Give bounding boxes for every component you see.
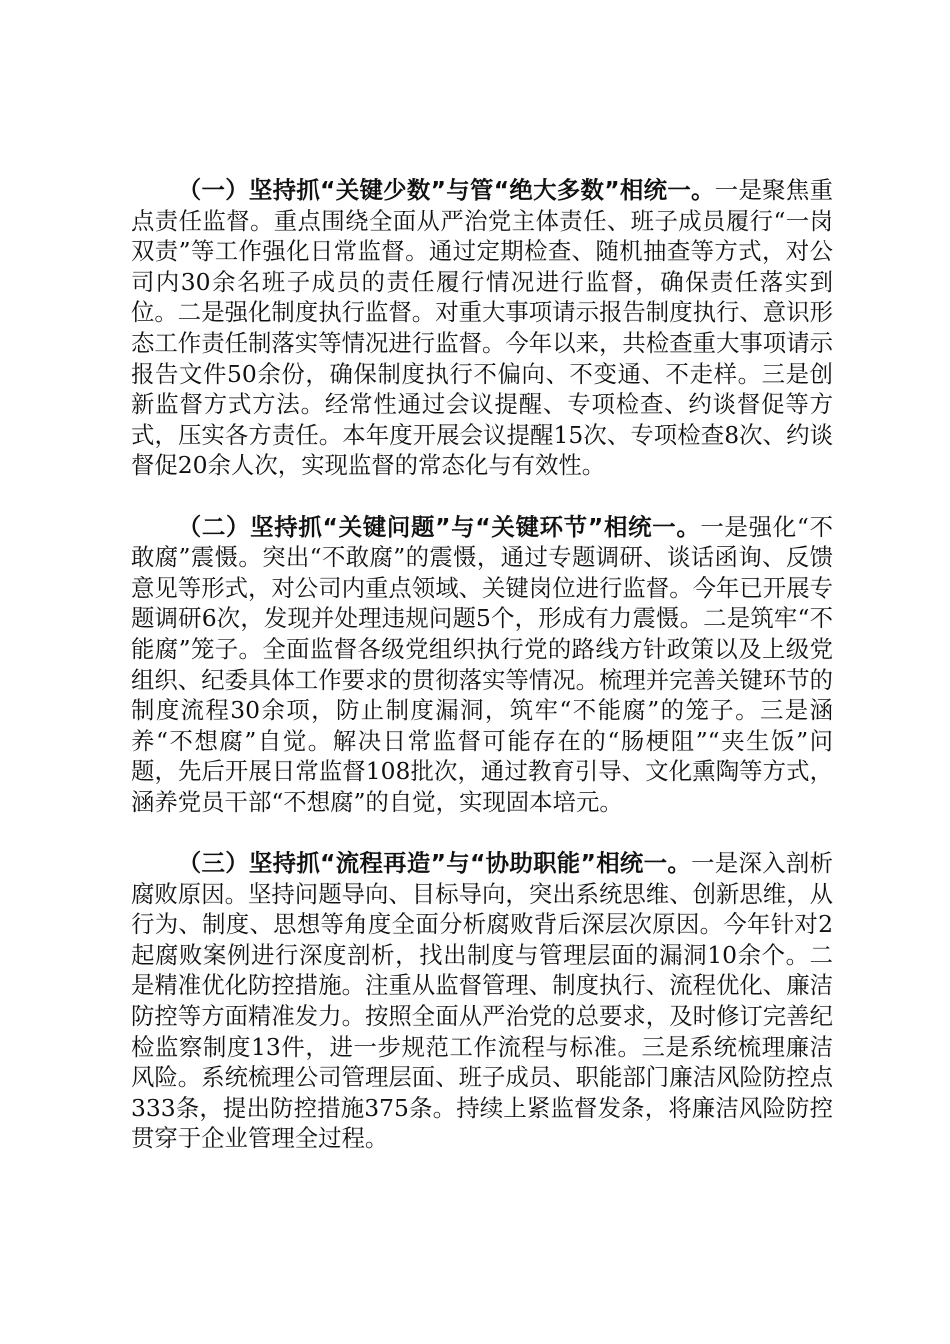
- paragraph-body-3: 一是深入剖析腐败原因。坚持问题导向、目标导向，突出系统思维、创新思维，从行为、制度、思想等角度全面分析腐败背后深层次原因。今年针对2起腐败案例进行深度剖析，找出制度与管理层面的漏洞10余个。二是精准优化防控措施。注重从监督管理、制度执行、流程优化、廉洁防控等方面精准发力。按照全面从严治党的总要求，及时修订完善纪检监察制度13件，进一步规范工作流程与标准。三是系统梳理廉洁风险。系统梳理公司管理层面、班子成员、职能部门廉洁风险防控点333条，提出防控措施375条。持续上紧监督发条，将廉洁风险防控贯穿于企业管理全过程。: [131, 849, 834, 1153]
- paragraph-3: [131, 848, 833, 1154]
- section-heading-2: （二）坚持抓“关键问题”与“关键环节”相统一。: [177, 512, 701, 541]
- paragraph-body-2: 一是强化“不敢腐”震慑。突出“不敢腐”的震慑，通过专题调研、谈话函询、反馈意见等形式，对公司内重点领域、关键岗位进行监督。今年已开展专题调研6次，发现并处理违规问题5个，形成有力震慑。二是筑牢“不能腐”笼子。全面监督各级党组织执行党的路线方针政策以及上级党组织、纪委具体工作要求的贯彻落实等情况。梳理并完善关键环节的制度流程30余项，防止制度漏洞，筑牢“不能腐”的笼子。三是涵养“不想腐”自觉。解决日常监督可能存在的“肠梗阻”“夹生饭”问题，先后开展日常监督108批次，通过教育引导、文化熏陶等方式，涵养党员干部“不想腐”的自觉，实现固本培元。: [131, 512, 833, 816]
- section-heading-3: （三）坚持抓“流程再造”与“协助职能”相统一。: [177, 849, 692, 878]
- document-page: [131, 175, 833, 1154]
- paragraph-2: [131, 512, 833, 818]
- paragraph-1: [131, 175, 833, 481]
- paragraph-body-1: 一是聚焦重点责任监督。重点围绕全面从严治党主体责任、班子成员履行“一岗双责”等工作强化日常监督。通过定期检查、随机抽查等方式，对公司内30余名班子成员的责任履行情况进行监督，确保责任落实到位。二是强化制度执行监督。对重大事项请示报告制度执行、意识形态工作责任制落实等情况进行监督。今年以来，共检查重大事项请示报告文件50余份，确保制度执行不偏向、不变通、不走样。三是创新监督方式方法。经常性通过会议提醒、专项检查、约谈督促等方式，压实各方责任。本年度开展会议提醒15次、专项检查8次、约谈督促20余人次，实现监督的常态化与有效性。: [131, 176, 833, 480]
- section-heading-1: （一）坚持抓“关键少数”与管“绝大多数”相统一。: [177, 176, 715, 204]
